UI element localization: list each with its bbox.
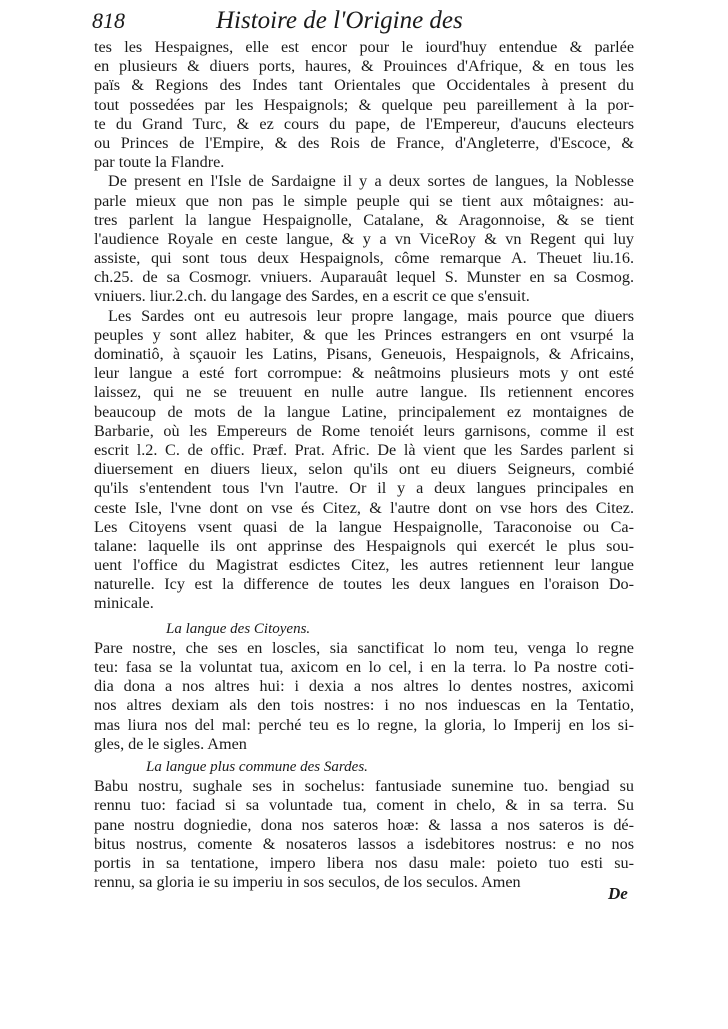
text-line: Barbarie, où les Empereurs de Rome tenoiét leurs garnisons, comme il est [94, 421, 634, 440]
paragraph-2 [94, 172, 634, 306]
text-line: tout possedées par les Hespaignols; & quelque peu pareillement à la por- [94, 95, 634, 114]
text-line: laissez, qui ne se treuuent en nulle autre langue. Ils retiennent encores [94, 383, 634, 402]
text-line: De present en l'Isle de Sardaigne il y a deux sortes de langues, la Noblesse [108, 172, 634, 191]
text-line: païs & Regions des Indes tant Orientales que Occidentales à present du [94, 76, 634, 95]
text-line: ch.25. de sa Cosmogr. vniuers. Auparauât lequel S. Munster en sa Cosmog. [94, 268, 634, 287]
text-line: diuersement en diuers lieux, selon qu'ils ont eu diuers Seigneurs, combié [94, 460, 634, 479]
text-line: Les Sardes ont eu autresois leur propre langage, mais pource que diuers [108, 306, 634, 325]
text-line: en plusieurs & diuers ports, haures, & Prouinces d'Afrique, & en tous les [94, 57, 634, 76]
text-line: pane nostru dogniedie, dona nos sateros hoæ: & lassa a nos sateros is dé- [94, 815, 634, 834]
text-line: tes les Hespaignes, elle est encor pour le iourd'huy entendue & parlée [94, 38, 634, 56]
page-number: 818 [92, 8, 125, 33]
text-line: te du Grand Turc, & ez cours du pape, de l'Empereur, d'aucuns electeurs [94, 114, 634, 133]
text-line: teu: fasa se la voluntat tua, axicom en lo cel, i en la terra. lo Pa nostre coti- [94, 658, 634, 676]
text-line: vniuers. liur.2.ch. du langage des Sardes, en a escrit ce que s'ensuit. [94, 287, 530, 306]
running-head: Histoire de l'Origine des [216, 7, 463, 34]
body-text [94, 38, 634, 892]
text-line: qu'ils s'entendent tous l'vn l'autre. Or il y a deux langues principales en [94, 479, 634, 498]
text-line: minicale. [94, 594, 154, 613]
text-line: naturelle. Icy est la difference de toutes les deux langues en l'oraison Do- [94, 575, 634, 594]
text-line: nos altres dexiam als den tois nostres: i no nos induescas en la Tentatio, [94, 696, 634, 715]
text-line: l'audience Royale en ceste langue, & y a vn ViceRoy & vn Regent qui luy [94, 229, 634, 248]
section-title-citoyens: La langue des Citoyens. [166, 620, 311, 637]
text-line: parle mieux que non pas le simple peuple qui se tient aux môtaignes: au- [94, 191, 634, 210]
text-line: ou Princes de l'Empire, & des Rois de France, d'Angleterre, d'Escoce, & [94, 133, 634, 152]
text-line: gles, de le sigles. Amen [94, 734, 247, 753]
text-line: rennu, sa gloria ie su imperiu in sos seculos, de los seculos. Amen [94, 873, 521, 892]
prayer-sardes [94, 777, 634, 892]
text-line: mas liura nos del mal: perché teu es lo regne, la gloria, lo Imperij en los si- [94, 715, 634, 734]
text-line: uent l'office du Magistrat esdictes Citez, les autres retiennent leur langue [94, 556, 634, 575]
catchword: De [608, 884, 628, 903]
text-line: Pare nostre, che ses en loscles, sia sanctificat lo nom teu, venga lo regne [94, 638, 634, 657]
text-line: talane: laquelle ils ont apprinse des Hespaignols qui exercét le plus sou- [94, 536, 634, 555]
prayer-citoyens [94, 639, 634, 754]
text-line: peuples y sont allez habiter, & que les Princes estrangers en ont vsurpé la [94, 325, 634, 344]
text-line: dominatiô, à sçauoir les Latins, Pisans, Geneuois, Hespaignols, & Africains, [94, 345, 634, 363]
text-line: leur langue a esté fort corrompue: & neâtmoins plusieurs mots y ont esté [94, 364, 634, 383]
text-line: assiste, qui sont tous deux Hespaignols, côme remarque A. Theuet liu.16. [94, 249, 634, 268]
page-header [92, 6, 632, 36]
text-line: par toute la Flandre. [94, 153, 225, 172]
text-line: Les Citoyens vsent quasi de la langue Hespaignolle, Taraconoise ou Ca- [94, 517, 634, 536]
text-line: Babu nostru, sughale ses in sochelus: fantusiade sunemine tuo. bengiad su [94, 777, 634, 796]
text-line: ceste Isle, l'vne dont on vse és Citez, & l'autre dont on vse hors des Citez. [94, 498, 634, 517]
text-line: dia dona a nos altres hui: i dexia a nos altres lo dentes nostres, axicomi [94, 677, 634, 696]
text-line: bitus nostrus, comente & nosateros lassos a isdebitores nostrus: e no nos [94, 834, 634, 853]
section-title-sardes: La langue plus commune des Sardes. [146, 758, 368, 775]
text-line: escrit l.2. C. de offic. Præf. Prat. Afric. De là vient que les Sardes parlent si [94, 440, 634, 459]
paragraph-3 [94, 307, 634, 614]
text-line: tres parlent la langue Hespaignolle, Catalane, & Aragonnoise, & se tient [94, 210, 634, 229]
text-line: portis in sa tentatione, impero libera nos dasu male: poieto tuo esti su- [94, 853, 634, 872]
paragraph-1 [94, 38, 634, 172]
text-line: beaucoup de mots de la langue Latine, principalement ez montaignes de [94, 402, 634, 421]
text-line: rennu tuo: faciad si sa voluntade tua, coment in chelo, & in sa terra. Su [94, 796, 634, 815]
